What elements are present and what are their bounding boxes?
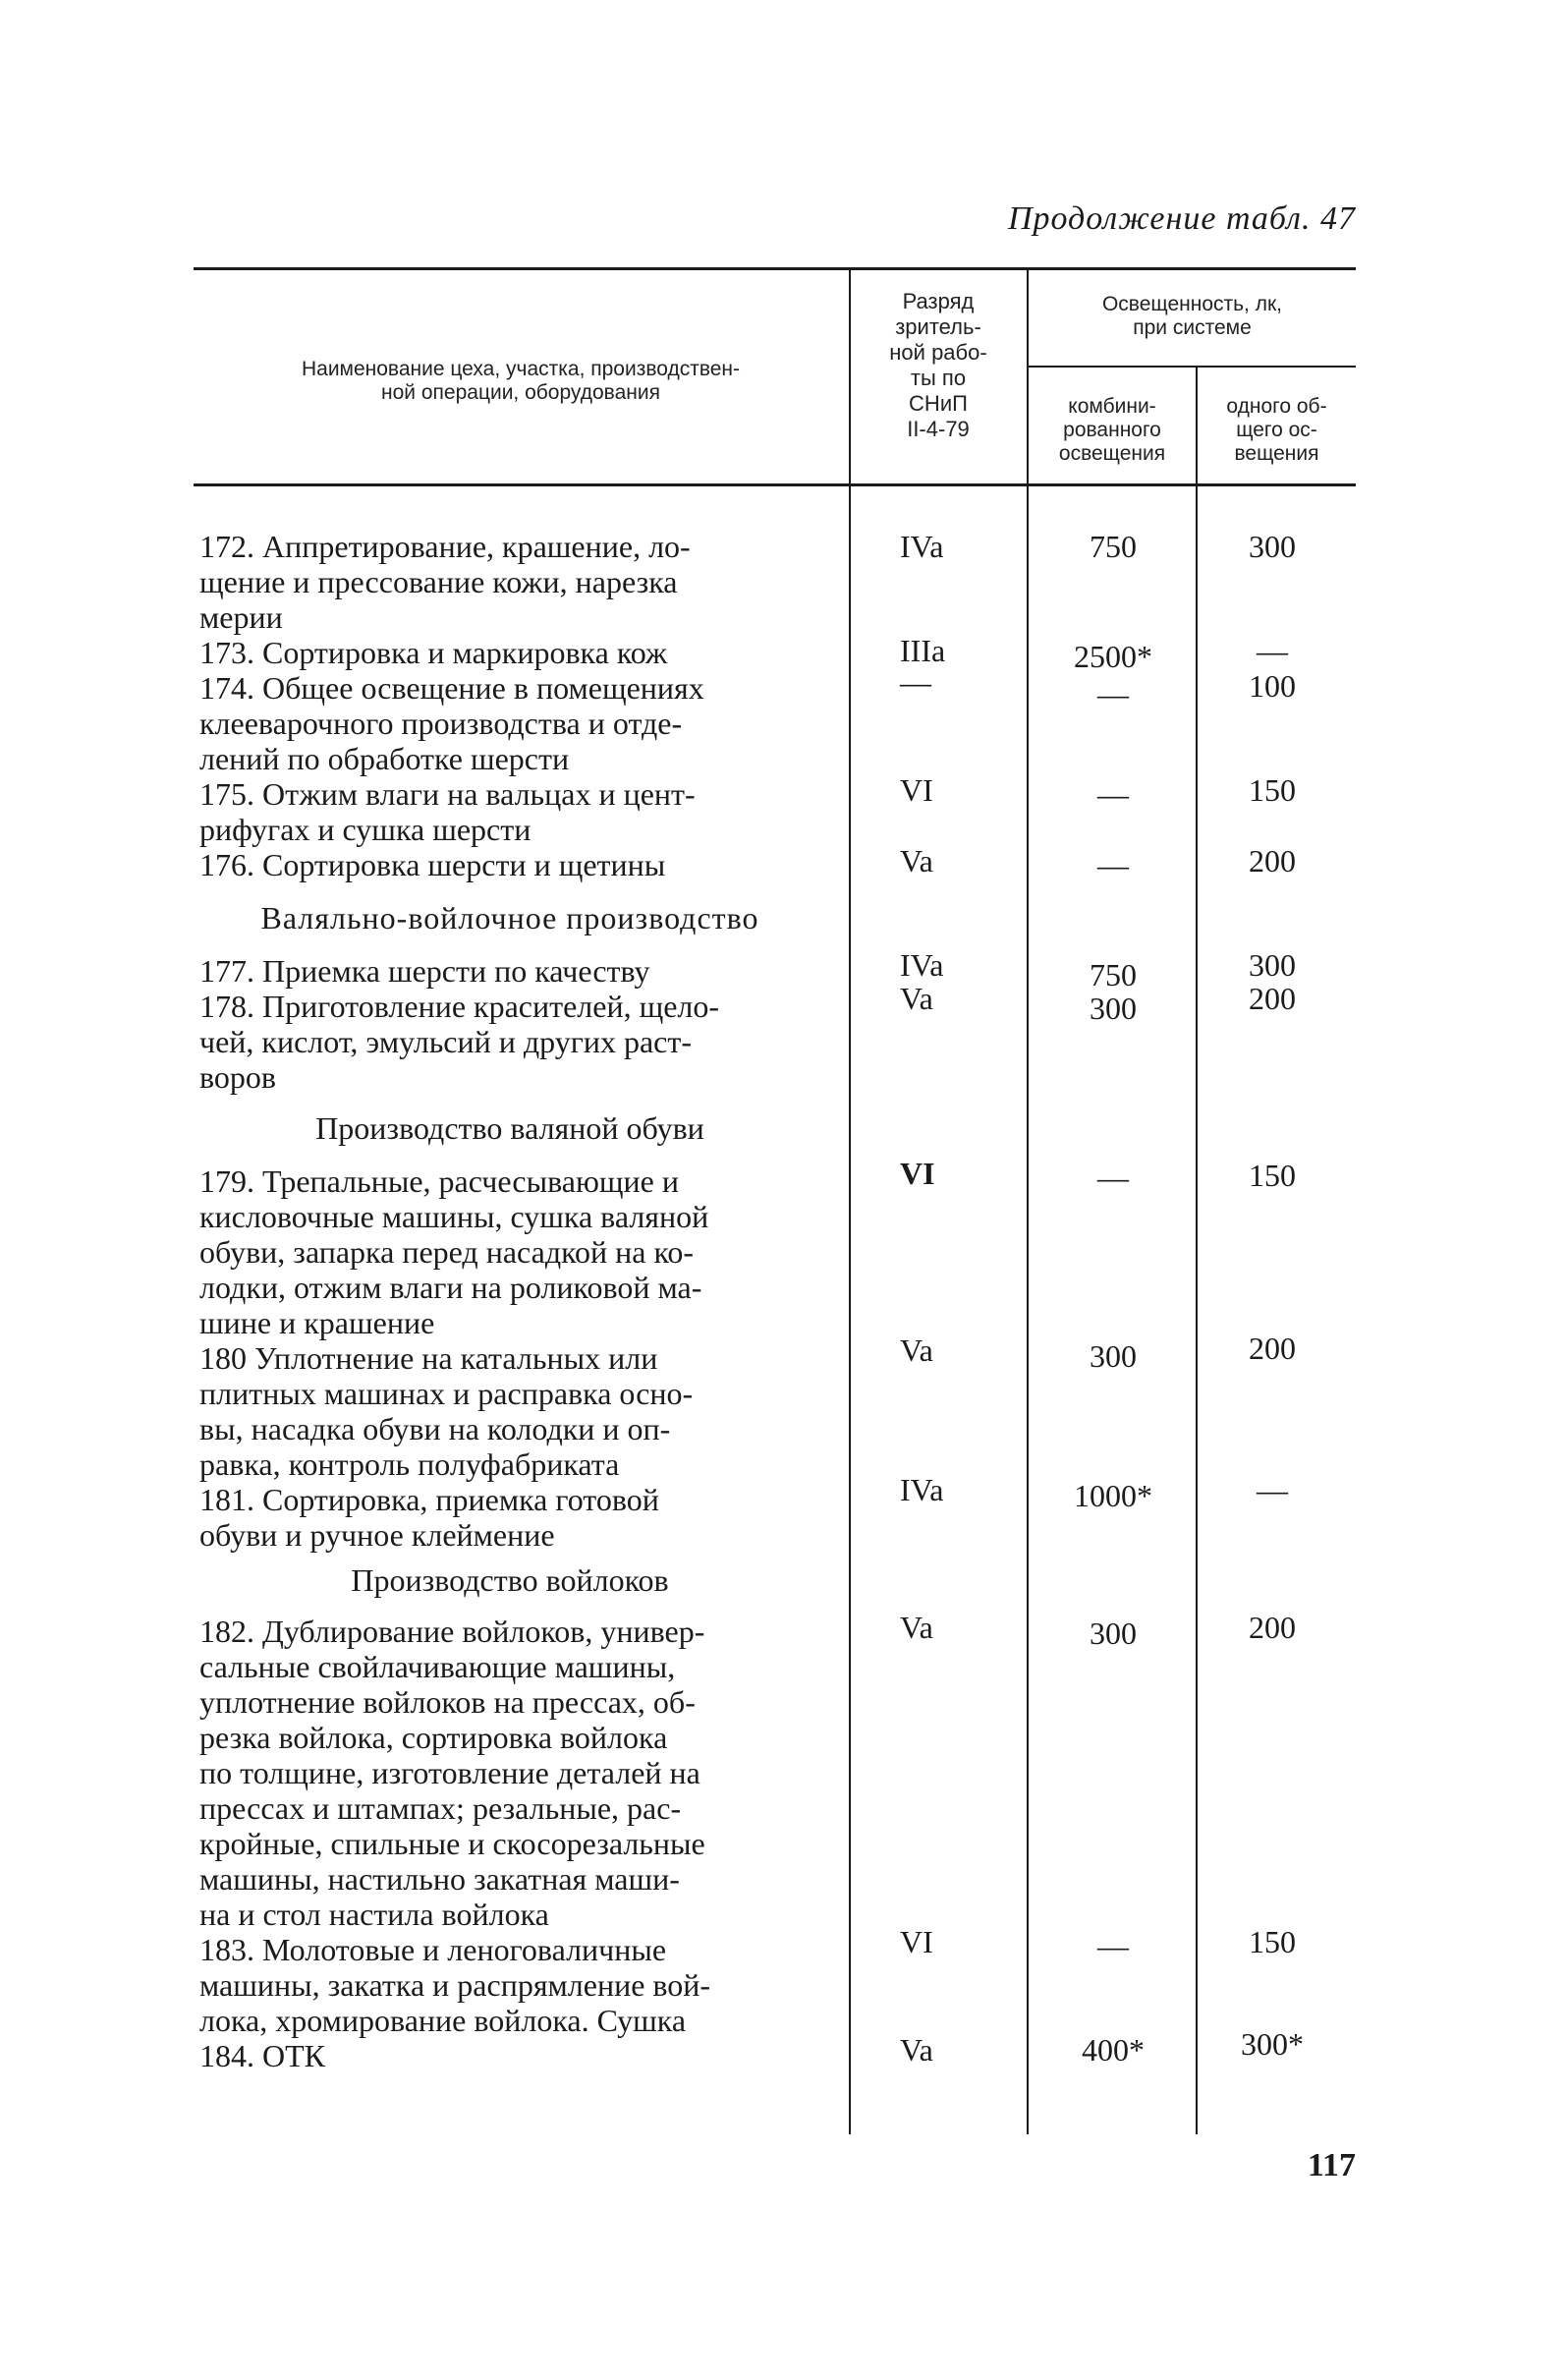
grade-178: Va [900,981,933,1016]
general-172: 300 [1249,529,1296,564]
header-bottom-rule [194,483,1356,486]
table-row-184: 184. ОТК [199,2038,325,2073]
table-row-172: 172. Аппретирование, крашение, ло- щение и прессование кожи, нарезка мерии [199,529,691,635]
header-general: одного об- щего ос- вещения [1226,395,1327,465]
general-182: 200 [1249,1610,1296,1645]
section-felts: Производство войлоков [351,1562,669,1598]
general-176: 200 [1249,843,1296,878]
grade-177: IVa [900,947,944,983]
page-number: 117 [1307,2147,1356,2183]
col-divider-1 [849,267,851,2134]
general-178: 200 [1249,981,1296,1016]
grade-183: VI [900,1924,933,1959]
combined-172: 750 [1090,529,1137,564]
table-row-173: 173. Сортировка и маркировка кож [199,635,668,670]
grade-174: — [900,664,931,700]
general-179: 150 [1249,1158,1296,1193]
general-173: — [1257,633,1288,668]
table-row-174: 174. Общее освещение в помещениях клееварочного производства и отде- лений по обработке шерсти [199,670,704,776]
combined-181: 1000* [1074,1478,1152,1513]
section-felt-production: Валяльно-войлочное производство [260,900,759,935]
grade-175: VI [900,772,933,808]
grade-181: IVa [900,1472,944,1507]
general-184: 300* [1241,2026,1304,2062]
combined-173: 2500* [1074,639,1152,674]
table-row-178: 178. Приготовление красителей, щело- чей, кислот, эмульсий и других раст- воров [199,989,720,1095]
grade-172: IVa [900,529,944,564]
header-name: Наименование цеха, участка, производствен- ной операции, оборудования [301,358,741,404]
general-175: 150 [1249,772,1296,808]
general-183: 150 [1249,1924,1296,1959]
table-row-179: 179. Трепальные, расчесывающие и кисловочные машины, сушка валяной обуви, запарка перед насадкой на ко- лодки, отжим влаги на роликовой ма- шине и крашение [199,1163,709,1340]
general-177: 300 [1249,947,1296,983]
combined-180: 300 [1090,1338,1137,1374]
combined-178: 300 [1090,991,1137,1026]
grade-182: Va [900,1610,933,1645]
grade-180: Va [900,1332,933,1368]
combined-179: — [1097,1160,1129,1195]
header-combined: комбини- рованного освещения [1058,395,1166,465]
table-row-182: 182. Дублирование войлоков, универ- сальные свойлачивающие машины, уплотнение войлоков на прессах, об- резка войлока, сортировка войлока по толщине, изготовление деталей на прессах и штампах; резальные, рас- кройные, спильные и скосорезальные машины, настильно закатная маши- на и стол настила войлока [199,1614,705,1932]
table-row-175: 175. Отжим влаги на вальцах и цент- рифугах и сушка шерсти [199,776,696,847]
header-illumination: Освещенность, лк, при системе [1101,293,1283,339]
header-grade: Разряд зритель- ной рабо- ты по СНиП II-4-79 [889,289,987,441]
table-row-177: 177. Приемка шерсти по качеству [199,953,650,989]
continuation-caption: Продолжение табл. 47 [1007,200,1356,237]
table-row-181: 181. Сортировка, приемка готовой обуви и ручное клеймение [199,1482,659,1553]
table-row-180: 180 Уплотнение на катальных или плитных машинах и расправка осно- вы, насадка обуви на колодки и оп- равка, контроль полуфабриката [199,1340,694,1482]
col-divider-3 [1196,366,1198,2134]
section-felt-boots: Производство валяной обуви [315,1110,704,1146]
table-row-176: 176. Сортировка шерсти и щетины [199,847,666,882]
illum-subheader-rule [1028,366,1356,368]
grade-173: IIIa [900,633,946,668]
combined-175: — [1097,776,1129,812]
combined-176: — [1097,847,1129,882]
grade-179: VI [900,1156,935,1191]
combined-177: 750 [1090,957,1137,992]
general-180: 200 [1249,1331,1296,1366]
combined-182: 300 [1090,1615,1137,1651]
combined-184: 400* [1082,2032,1145,2068]
general-174: 100 [1249,668,1296,704]
combined-183: — [1097,1928,1129,1963]
grade-184: Va [900,2032,933,2068]
combined-174: — [1097,676,1129,711]
table-row-183: 183. Молотовые и леноговаличные машины, закатка и распрямление вой- лока, хромирование войлока. Сушка [199,1932,711,2038]
general-181: — [1257,1472,1288,1507]
grade-176: Va [900,843,933,878]
table-top-rule [194,267,1356,270]
